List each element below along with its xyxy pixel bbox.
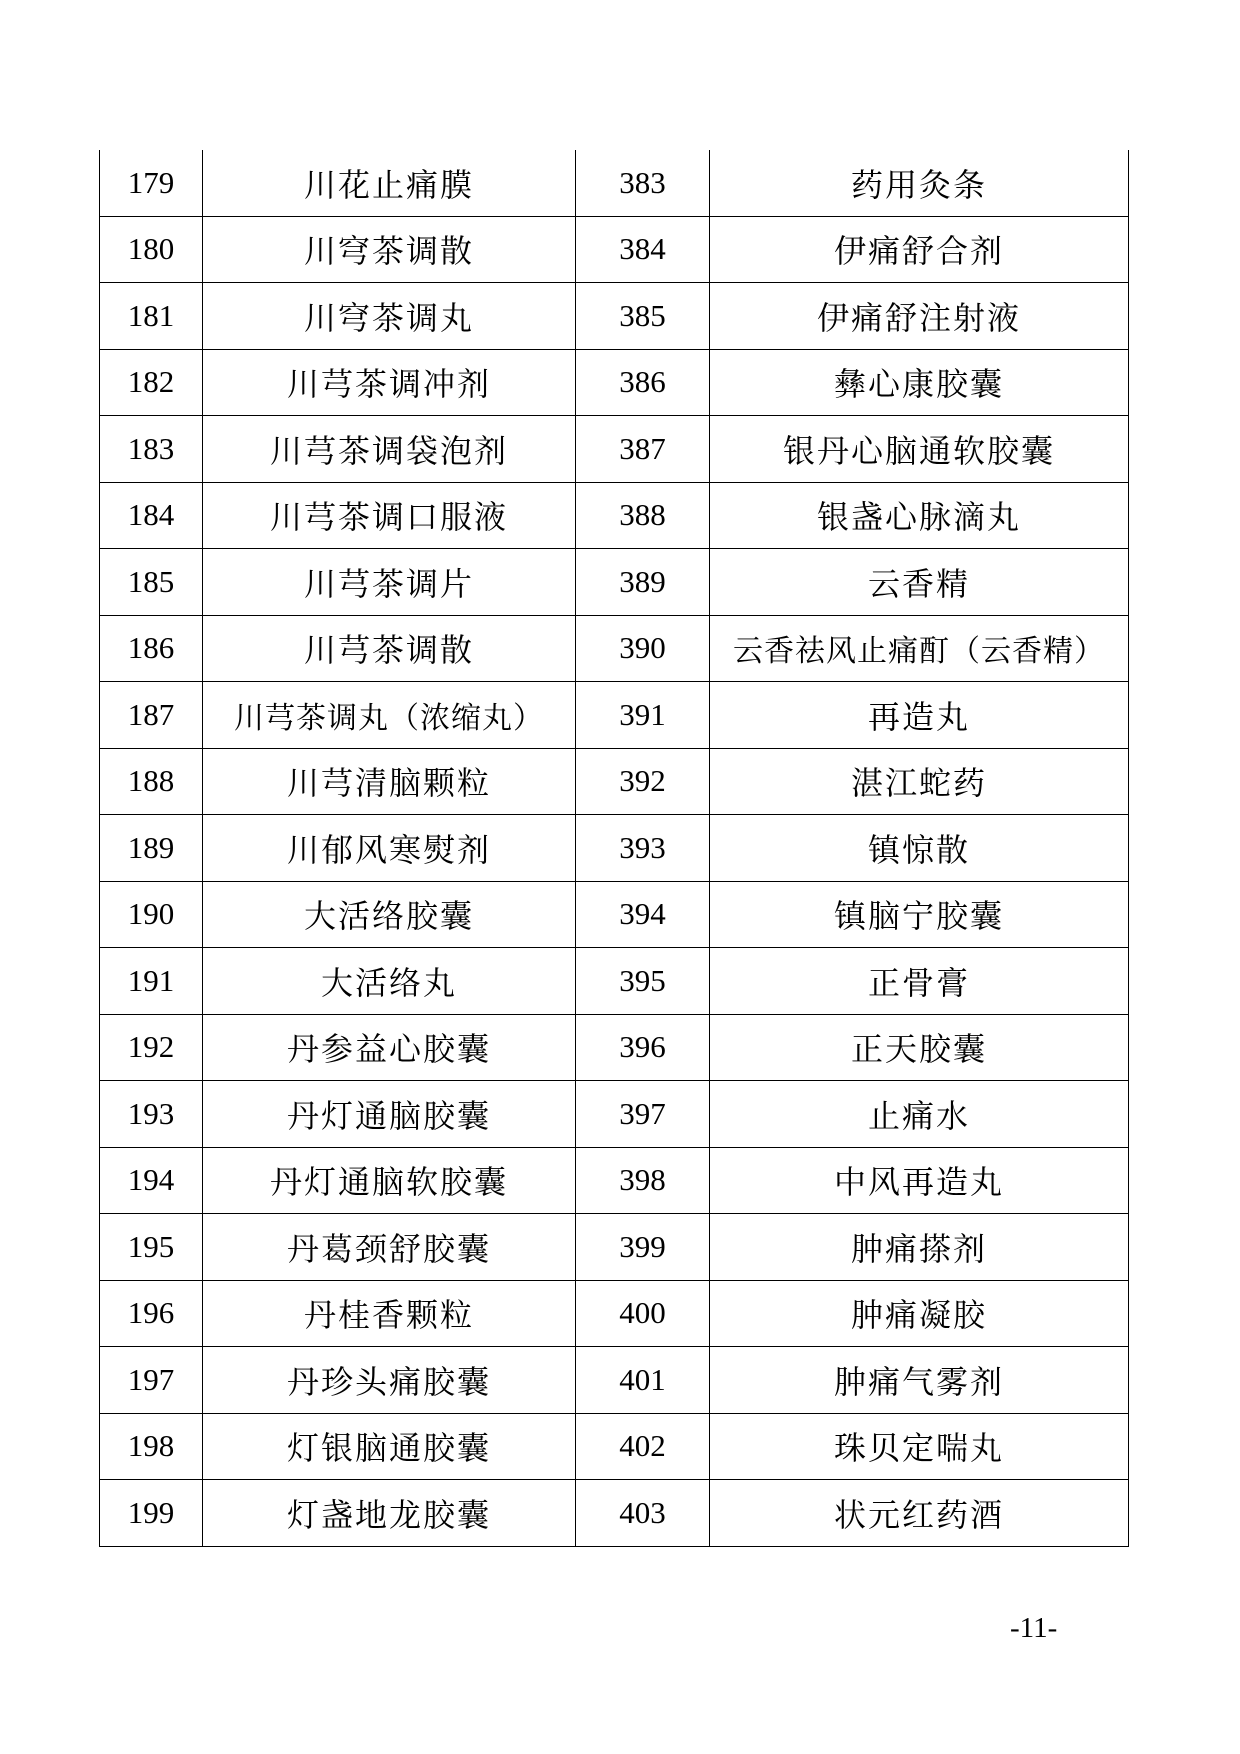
right-item-name: 肿痛气雾剂 — [710, 1347, 1129, 1414]
table-row — [100, 349, 1129, 416]
right-item-number: 403 — [576, 1480, 710, 1547]
left-item-name: 丹桂香颗粒 — [203, 1280, 576, 1347]
left-item-name: 川芎茶调袋泡剂 — [203, 416, 576, 483]
right-item-number: 385 — [576, 283, 710, 350]
right-item-name: 肿痛凝胶 — [710, 1280, 1129, 1347]
page-number: -11- — [1010, 1612, 1058, 1644]
left-item-name: 丹葛颈舒胶囊 — [203, 1214, 576, 1281]
left-item-number: 184 — [100, 482, 203, 549]
left-item-name: 灯盏地龙胶囊 — [203, 1480, 576, 1547]
right-item-name: 银盏心脉滴丸 — [710, 482, 1129, 549]
left-item-number: 196 — [100, 1280, 203, 1347]
right-item-number: 399 — [576, 1214, 710, 1281]
right-item-number: 384 — [576, 216, 710, 283]
left-item-name: 大活络丸 — [203, 948, 576, 1015]
left-item-number: 187 — [100, 682, 203, 749]
table-row — [100, 1280, 1129, 1347]
right-item-number: 396 — [576, 1014, 710, 1081]
left-item-name: 川芎清脑颗粒 — [203, 748, 576, 815]
left-item-name: 川花止痛膜 — [203, 150, 576, 216]
right-item-name: 伊痛舒注射液 — [710, 283, 1129, 350]
table-row — [100, 615, 1129, 682]
left-item-number: 186 — [100, 615, 203, 682]
right-item-name: 珠贝定喘丸 — [710, 1413, 1129, 1480]
left-item-name: 大活络胶囊 — [203, 881, 576, 948]
left-item-number: 199 — [100, 1480, 203, 1547]
right-item-name: 正骨膏 — [710, 948, 1129, 1015]
table-row — [100, 1480, 1129, 1547]
right-item-name: 湛江蛇药 — [710, 748, 1129, 815]
left-item-number: 197 — [100, 1347, 203, 1414]
table-row — [100, 1413, 1129, 1480]
right-item-number: 391 — [576, 682, 710, 749]
left-item-name: 丹参益心胶囊 — [203, 1014, 576, 1081]
left-item-number: 182 — [100, 349, 203, 416]
left-item-number: 179 — [100, 150, 203, 216]
left-item-number: 185 — [100, 549, 203, 616]
left-item-number: 183 — [100, 416, 203, 483]
left-item-number: 193 — [100, 1081, 203, 1148]
table-row — [100, 482, 1129, 549]
left-item-number: 181 — [100, 283, 203, 350]
left-item-number: 192 — [100, 1014, 203, 1081]
left-item-name: 丹珍头痛胶囊 — [203, 1347, 576, 1414]
right-item-number: 393 — [576, 815, 710, 882]
left-item-number: 191 — [100, 948, 203, 1015]
right-item-number: 388 — [576, 482, 710, 549]
right-item-number: 402 — [576, 1413, 710, 1480]
table-row — [100, 216, 1129, 283]
table-row — [100, 1214, 1129, 1281]
right-item-number: 392 — [576, 748, 710, 815]
left-item-name: 川芎茶调口服液 — [203, 482, 576, 549]
right-item-name: 伊痛舒合剂 — [710, 216, 1129, 283]
table-row — [100, 150, 1129, 216]
right-item-name: 再造丸 — [710, 682, 1129, 749]
left-item-number: 180 — [100, 216, 203, 283]
right-item-number: 386 — [576, 349, 710, 416]
table-row — [100, 815, 1129, 882]
right-item-name: 止痛水 — [710, 1081, 1129, 1148]
table-row — [100, 283, 1129, 350]
left-item-name: 川穹茶调散 — [203, 216, 576, 283]
left-item-name: 川芎茶调片 — [203, 549, 576, 616]
right-item-name: 镇惊散 — [710, 815, 1129, 882]
left-item-name: 川芎茶调冲剂 — [203, 349, 576, 416]
right-item-name: 状元红药酒 — [710, 1480, 1129, 1547]
left-item-number: 190 — [100, 881, 203, 948]
right-item-number: 383 — [576, 150, 710, 216]
right-item-name: 中风再造丸 — [710, 1147, 1129, 1214]
right-item-number: 400 — [576, 1280, 710, 1347]
right-item-name: 云香精 — [710, 549, 1129, 616]
right-item-name: 彝心康胶囊 — [710, 349, 1129, 416]
right-item-name: 药用灸条 — [710, 150, 1129, 216]
table-row — [100, 549, 1129, 616]
table-row — [100, 948, 1129, 1015]
table-body — [100, 150, 1129, 1546]
right-item-name: 云香祛风止痛酊（云香精） — [710, 615, 1129, 682]
left-item-number: 198 — [100, 1413, 203, 1480]
right-item-number: 397 — [576, 1081, 710, 1148]
left-item-name: 丹灯通脑软胶囊 — [203, 1147, 576, 1214]
right-item-number: 401 — [576, 1347, 710, 1414]
table-row — [100, 748, 1129, 815]
right-item-name: 银丹心脑通软胶囊 — [710, 416, 1129, 483]
table-row — [100, 682, 1129, 749]
left-item-name: 川郁风寒熨剂 — [203, 815, 576, 882]
right-item-name: 镇脑宁胶囊 — [710, 881, 1129, 948]
table-row — [100, 416, 1129, 483]
right-item-number: 390 — [576, 615, 710, 682]
right-item-number: 394 — [576, 881, 710, 948]
table-row — [100, 1347, 1129, 1414]
table-row — [100, 1147, 1129, 1214]
right-item-number: 398 — [576, 1147, 710, 1214]
left-item-number: 195 — [100, 1214, 203, 1281]
left-item-number: 189 — [100, 815, 203, 882]
medicine-list-table — [99, 150, 1129, 1547]
left-item-name: 川穹茶调丸 — [203, 283, 576, 350]
left-item-name: 川芎茶调丸（浓缩丸） — [203, 682, 576, 749]
table-row — [100, 1014, 1129, 1081]
right-item-number: 387 — [576, 416, 710, 483]
right-item-number: 395 — [576, 948, 710, 1015]
left-item-number: 194 — [100, 1147, 203, 1214]
left-item-name: 灯银脑通胶囊 — [203, 1413, 576, 1480]
table-row — [100, 1081, 1129, 1148]
right-item-name: 正天胶囊 — [710, 1014, 1129, 1081]
right-item-name: 肿痛搽剂 — [710, 1214, 1129, 1281]
left-item-number: 188 — [100, 748, 203, 815]
right-item-number: 389 — [576, 549, 710, 616]
left-item-name: 川芎茶调散 — [203, 615, 576, 682]
table-row — [100, 881, 1129, 948]
left-item-name: 丹灯通脑胶囊 — [203, 1081, 576, 1148]
